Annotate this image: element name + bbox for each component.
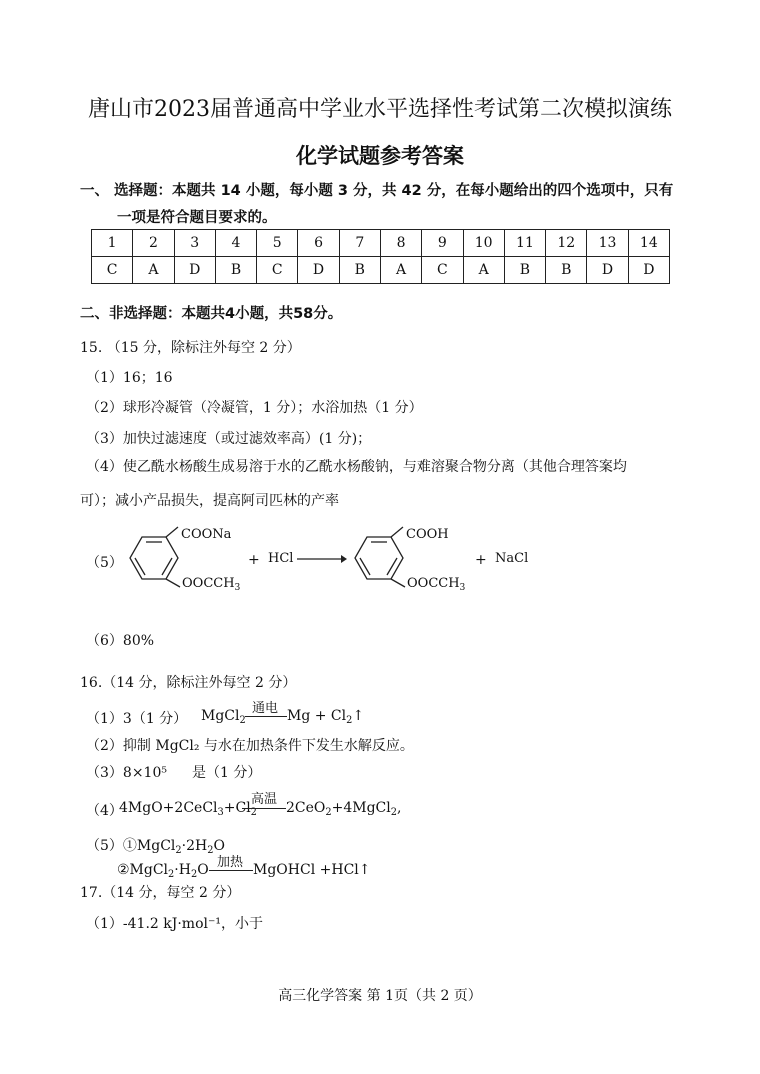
q16-answer-1-prefix: （1）3（1 分） — [86, 711, 188, 727]
table-cell-answer: C — [422, 257, 463, 284]
page-subtitle: 化学试题参考答案 — [296, 143, 464, 168]
table-cell-answer: D — [174, 257, 215, 284]
table-cell-answer: C — [257, 257, 298, 284]
table-cell-answer: A — [380, 257, 421, 284]
section1-heading-line1: 一、 选择题：本题共 14 小题，每小题 3 分，共 42 分，在每小题给出的四个选项中，只有 — [80, 183, 674, 199]
table-cell-number: 10 — [463, 230, 504, 257]
table-cell-number: 2 — [133, 230, 174, 257]
q15-answer-4-line2: 可）；减小产品损失，提高阿司匹林的产率 — [80, 493, 339, 509]
table-cell-number: 1 — [92, 230, 133, 257]
table-cell-answer: B — [504, 257, 545, 284]
q16-equation-5-products: MgOHCl +HCl↑ — [253, 862, 371, 878]
q17-answer-1: （1）-41.2 kJ·mol⁻¹，小于 — [86, 916, 263, 932]
table-cell-answer: D — [628, 257, 669, 284]
reaction-arrow — [297, 553, 347, 565]
q16-equation-4-products: 2CeO$_2$+4MgCl$_2$, — [286, 800, 402, 818]
table-cell-number: 14 — [628, 230, 669, 257]
hcl-reagent: HCl — [268, 551, 294, 566]
table-cell-number: 9 — [422, 230, 463, 257]
table-cell-answer: D — [587, 257, 628, 284]
q16-equation-5-reactant: $②MgCl_2\cdot H_2O$ — [117, 862, 209, 880]
q15-answer-4-line1: （4）使乙酰水杨酸生成易溶于水的乙酰水杨酸钠，与难溶聚合物分离（其他合理答案均 — [86, 459, 627, 475]
page-footer: 高三化学答案 第 1页（共 2 页） — [278, 988, 482, 1004]
q16-equation-5-condition: 加热 — [216, 855, 243, 870]
q16-answer-3-value: （3）8×10⁵ — [86, 765, 167, 781]
page-title: 唐山市2023届普通高中学业水平选择性考试第二次模拟演练 — [88, 97, 672, 122]
q16-equation-1-products: $Mg + Cl_2↑$ — [287, 708, 365, 726]
table-cell-answer: C — [92, 257, 133, 284]
reactant-acetoxy-group: $OOCCH_3$ — [182, 576, 241, 593]
nacl-product: NaCl — [495, 551, 529, 566]
q15-header: 15. （15 分，除标注外每空 2 分） — [80, 340, 301, 356]
q16-equation-4-sign — [242, 808, 286, 809]
table-cell-number: 12 — [546, 230, 587, 257]
q16-equation-4-reactants: $4MgO+2CeCl_3+Cl_2$ — [119, 800, 257, 818]
table-cell-number: 5 — [257, 230, 298, 257]
table-cell-answer: A — [463, 257, 504, 284]
table-cell-number: 6 — [298, 230, 339, 257]
q15-answer-2: （2）球形冷凝管（冷凝管，1 分）；水浴加热（1 分） — [86, 400, 423, 416]
answer-table-answer-row — [92, 257, 670, 284]
table-cell-number: 4 — [215, 230, 256, 257]
table-cell-answer: A — [133, 257, 174, 284]
table-cell-number: 3 — [174, 230, 215, 257]
plus-sign-1: + — [248, 552, 260, 568]
table-cell-answer: D — [298, 257, 339, 284]
table-cell-answer: B — [546, 257, 587, 284]
q15-answer-5-label: （5） — [86, 555, 123, 571]
q17-header: 17.（14 分，每空 2 分） — [80, 885, 241, 901]
table-cell-number: 13 — [587, 230, 628, 257]
answer-table-number-row — [92, 230, 670, 257]
q16-equation-4-condition: 高温 — [250, 792, 277, 807]
table-cell-number: 8 — [380, 230, 421, 257]
q16-header: 16.（14 分，除标注外每空 2 分） — [80, 675, 297, 691]
q16-answer-5-part1: $(5)①MgCl_2\cdot 2H_2O$ — [86, 838, 225, 856]
q15-answer-1: （1）16；16 — [86, 370, 173, 386]
q16-answer-3-judgement: 是（1 分） — [192, 765, 262, 781]
table-cell-number: 7 — [339, 230, 380, 257]
q16-equation-1-reactant: MgCl$_2$ — [201, 708, 246, 726]
q15-answer-3: （3）加快过滤速度（或过滤效率高）(1 分)； — [86, 431, 372, 447]
reactant-carboxylate-group: COONa — [181, 527, 232, 542]
table-cell-answer: B — [215, 257, 256, 284]
section1-heading-line2: 一项是符合题目要求的。 — [117, 210, 277, 226]
table-cell-number: 11 — [504, 230, 545, 257]
answer-table — [91, 229, 670, 284]
q16-equation-5-sign — [209, 870, 253, 871]
product-carboxyl-group: COOH — [406, 527, 449, 542]
section2-heading: 二、非选择题：本题共4小题，共58分。 — [80, 306, 343, 322]
q16-equation-1-condition: 通电 — [251, 701, 278, 716]
table-cell-answer: B — [339, 257, 380, 284]
q15-answer-6: （6）80% — [86, 633, 155, 649]
q16-answer-2: （2）抑制 MgCl₂ 与水在加热条件下发生水解反应。 — [86, 738, 414, 754]
plus-sign-2: + — [475, 552, 487, 568]
q16-answer-4-prefix: （4） — [86, 803, 123, 819]
product-acetoxy-group: $OOCCH_3$ — [407, 576, 466, 593]
q16-equation-1-sign — [245, 716, 287, 717]
